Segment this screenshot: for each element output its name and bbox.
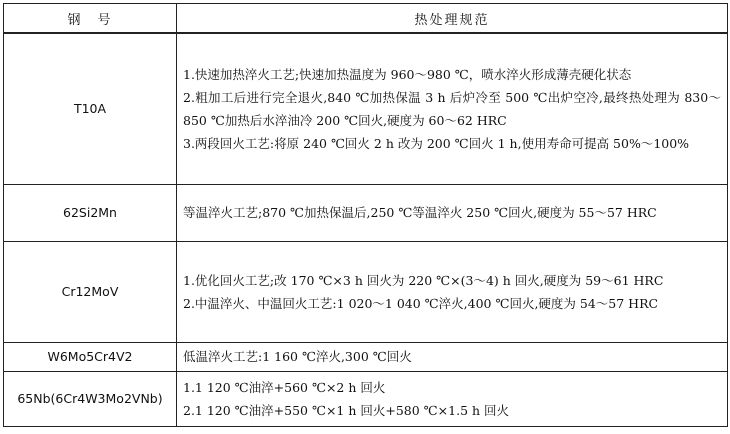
spec-line: 1.1 120 ℃油淬+560 ℃×2 h 回火 — [183, 379, 386, 395]
table-body — [4, 33, 728, 426]
header-steel-grade: 钢 号 — [4, 4, 177, 34]
spec-cell — [177, 342, 728, 371]
table-row — [4, 184, 728, 241]
spec-line: 等温淬火工艺;870 ℃加热保温后,250 ℃等温淬火 250 ℃回火,硬度为 55～57 HRC — [183, 205, 657, 220]
spec-line: 2.中温淬火、中温回火工艺:1 020～1 040 ℃淬火,400 ℃回火,硬度为 54～57 HRC — [183, 295, 659, 311]
spec-line: 2.粗加工后进行完全退火,840 ℃加热保温 3 h 后炉冷至 500 ℃出炉空冷,最终热处理为 830～850 ℃加热后水淬油冷 200 ℃回火,硬度为 60～62 HRC — [183, 89, 721, 128]
table-row — [4, 371, 728, 426]
header-heat-treatment-spec: 热处理规范 — [177, 4, 728, 34]
spec-cell — [177, 241, 728, 342]
table-row — [4, 241, 728, 342]
steel-grade-cell: 62Si2Mn — [4, 184, 177, 241]
heat-treatment-table — [3, 3, 728, 427]
spec-line: 低温淬火工艺:1 160 ℃淬火,300 ℃回火 — [183, 349, 412, 364]
spec-line: 1.优化回火工艺;改 170 ℃×3 h 回火为 220 ℃×(3～4) h 回火,硬度为 59～61 HRC — [183, 272, 664, 288]
steel-grade-cell: 65Nb(6Cr4W3Mo2VNb) — [4, 371, 177, 426]
header-row — [4, 4, 728, 34]
table-row — [4, 33, 728, 184]
spec-line: 3.两段回火工艺:将原 240 ℃回火 2 h 改为 200 ℃回火 1 h,使用寿命可提高 50%～100% — [183, 135, 690, 151]
table-row — [4, 342, 728, 371]
spec-cell — [177, 33, 728, 184]
steel-grade-cell: T10A — [4, 33, 177, 184]
spec-cell — [177, 371, 728, 426]
table-header — [4, 4, 728, 34]
steel-grade-cell: W6Mo5Cr4V2 — [4, 342, 177, 371]
steel-grade-cell: Cr12MoV — [4, 241, 177, 342]
spec-line: 2.1 120 ℃油淬+550 ℃×1 h 回火+580 ℃×1.5 h 回火 — [183, 402, 510, 418]
spec-cell — [177, 184, 728, 241]
spec-line: 1.快速加热淬火工艺;快速加热温度为 960～980 ℃，喷水淬火形成薄壳硬化状态 — [183, 66, 632, 82]
